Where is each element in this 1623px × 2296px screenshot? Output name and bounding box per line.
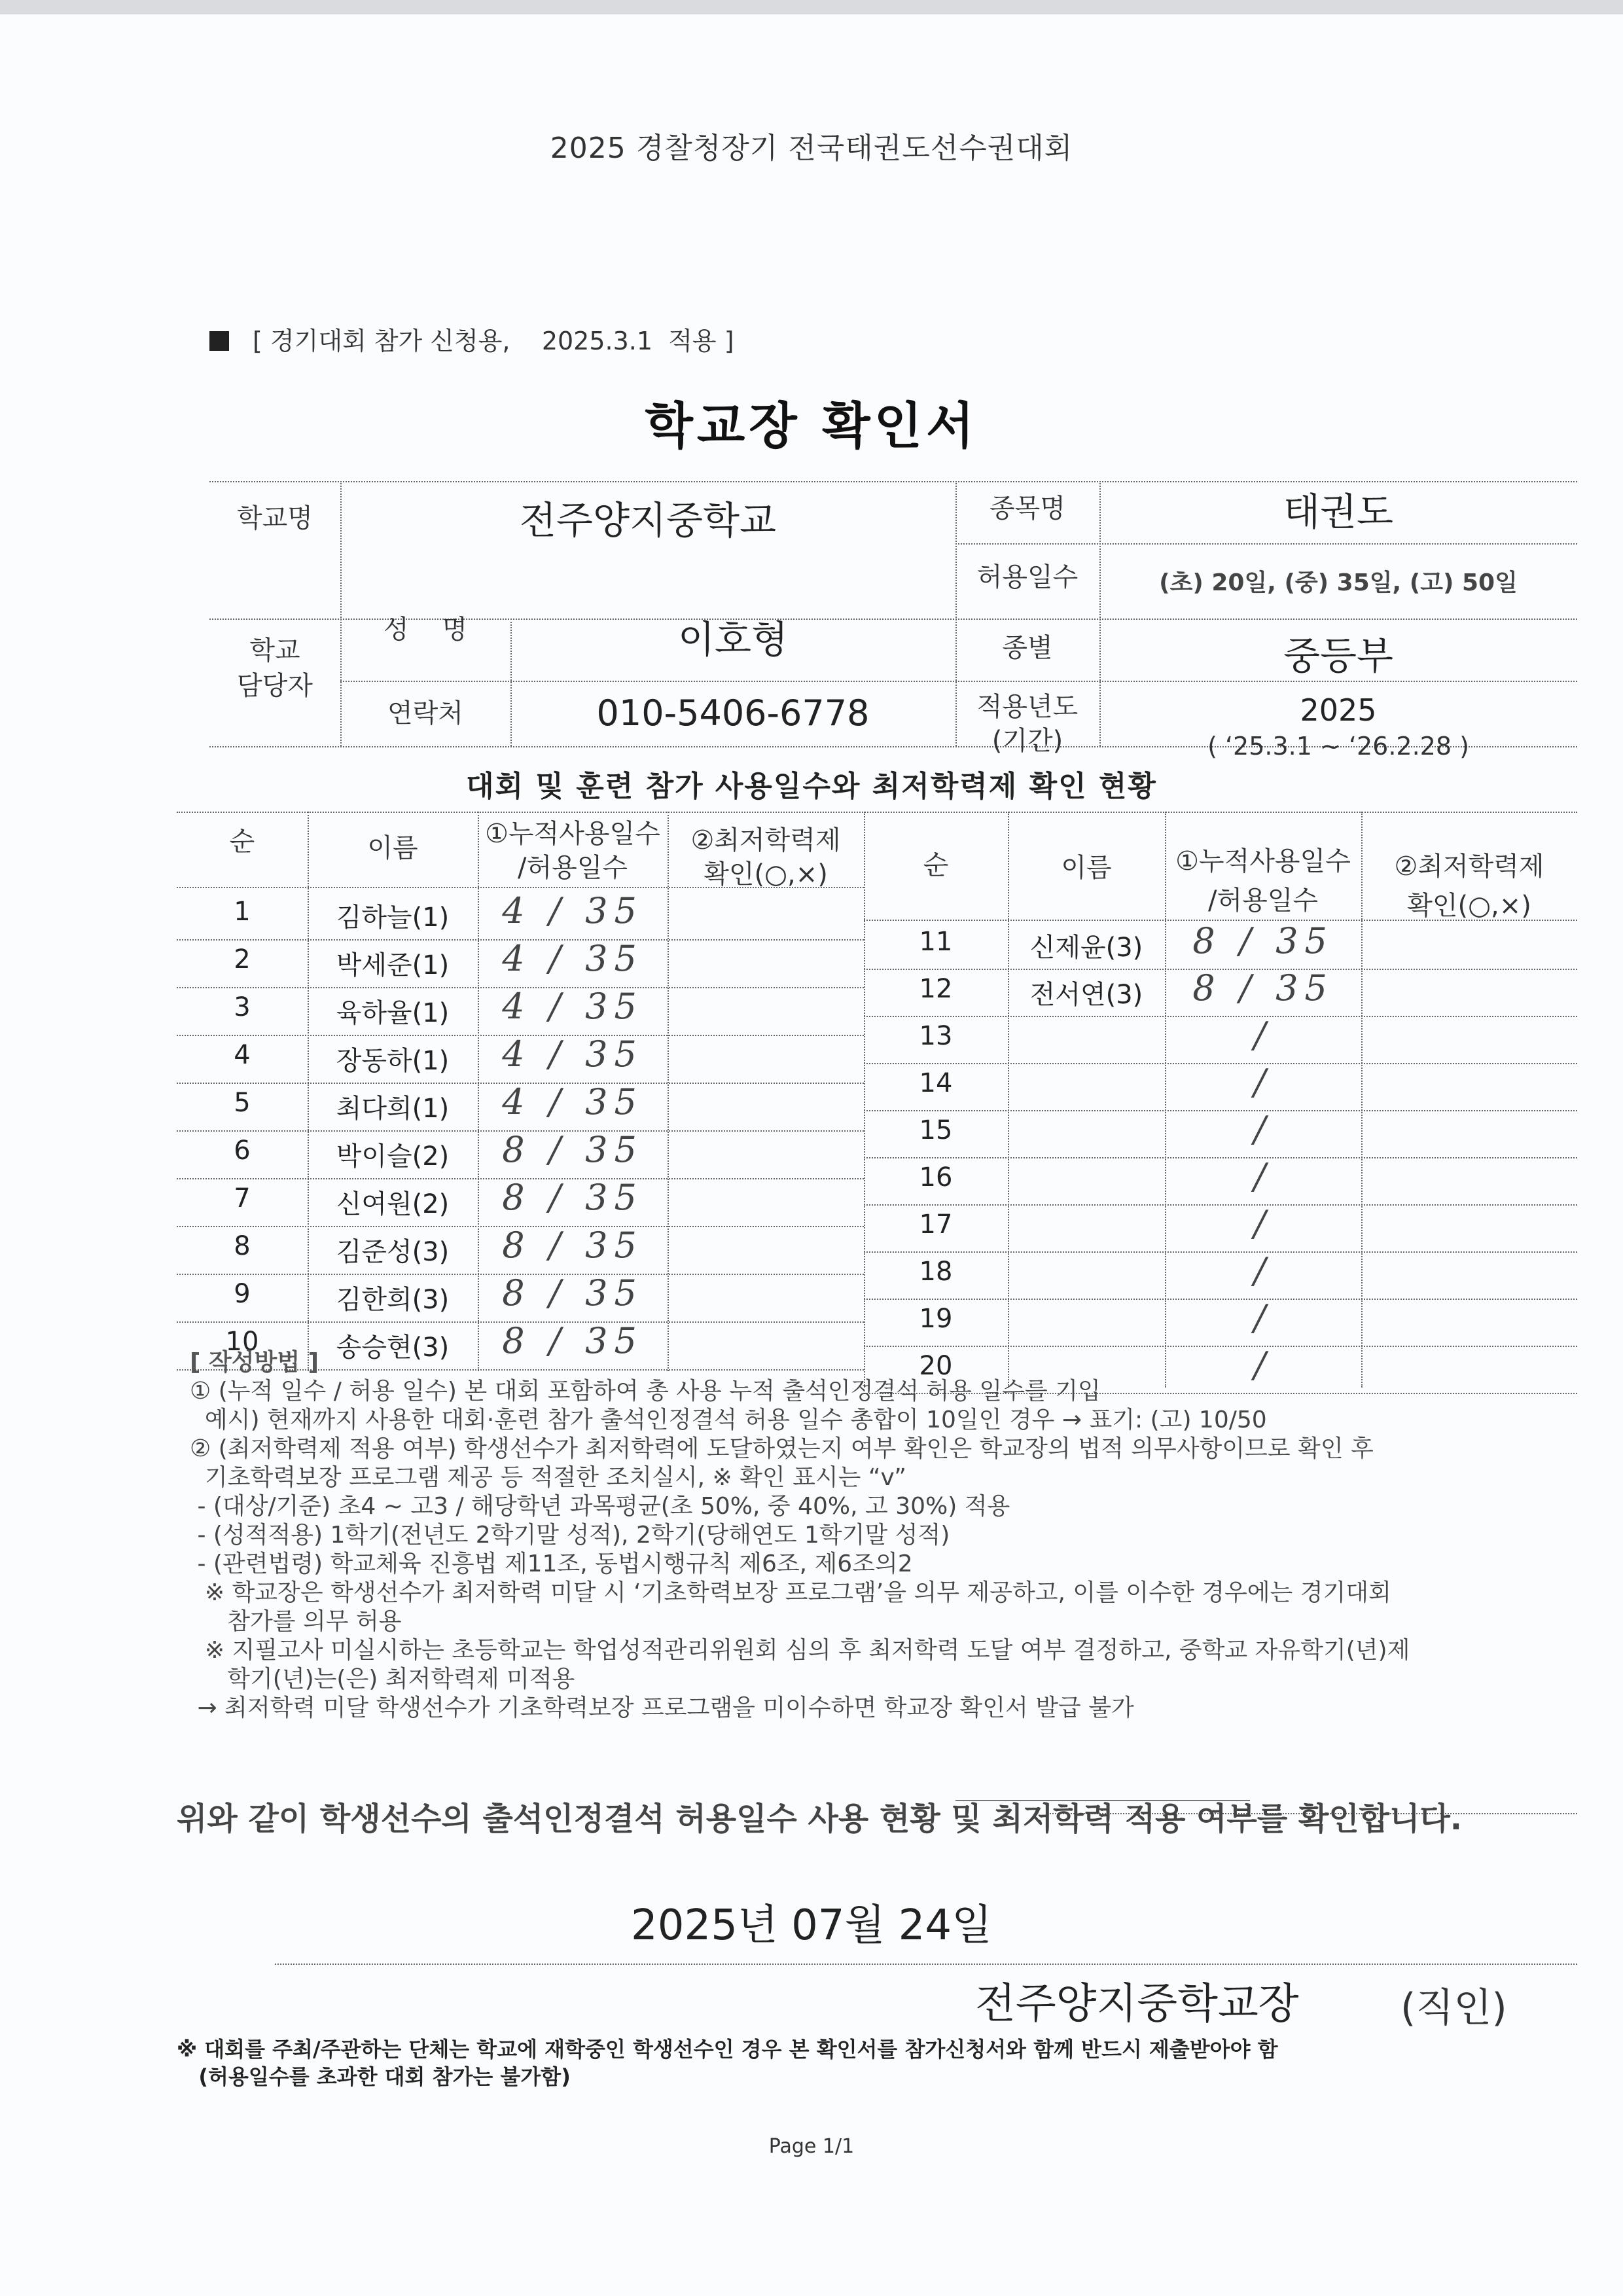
header-usage-left-2: /허용일수	[517, 853, 628, 883]
allowed-days-label: 허용일수	[976, 562, 1079, 592]
handwritten-usage-days: /	[1253, 1014, 1273, 1056]
grid-line	[864, 812, 865, 1388]
handwritten-usage-days: /	[1253, 1156, 1273, 1197]
handwritten-usage-days: /	[1253, 1062, 1273, 1103]
header-usage-right-1: ①누적사용일수	[1175, 846, 1351, 876]
header-usage-right-2: /허용일수	[1207, 886, 1319, 916]
handwritten-usage-days: 8 / 35	[502, 1272, 643, 1314]
row-number: 18	[919, 1257, 953, 1287]
period-value: ( ‘25.3.1 ~ ‘26.2.28 )	[1207, 732, 1469, 761]
student-name: 박이슬(2)	[336, 1141, 450, 1172]
note-line: → 최저학력 미달 학생선수가 기초학력보장 프로그램을 미이수하면 학교장 확인서 발급 불가	[190, 1695, 1134, 1721]
row-number: 12	[919, 974, 953, 1004]
grid-line	[340, 681, 1577, 682]
name-value: 이호형	[677, 617, 789, 662]
row-number: 11	[919, 927, 953, 957]
table-title: 대회 및 훈련 참가 사용일수와 최저학력제 확인 현황	[466, 770, 1157, 803]
header-no-left: 순	[229, 827, 255, 857]
division-value: 중등부	[1283, 634, 1394, 678]
scan-edge	[0, 0, 1623, 14]
note-line: ※ 학교장은 학생선수가 최저학력 미달 시 ‘기초학력보장 프로그램’을 의무 제공하고, 이를 이수한 경우에는 경기대회	[190, 1579, 1391, 1606]
student-name: 최다희(1)	[336, 1094, 450, 1124]
footnote	[177, 2036, 1551, 2090]
handwritten-usage-days: 8 / 35	[1192, 967, 1334, 1009]
confirmation-statement: 위와 같이 학생선수의 출석인정결석 허용일수 사용 현황 및 최저학력 적용 여부를 확인합니다.	[177, 1801, 1463, 1837]
separator	[275, 1964, 1577, 1965]
handwritten-usage-days: /	[1253, 1250, 1273, 1291]
row-number: 20	[919, 1351, 953, 1381]
school-value: 전주양지중학교	[519, 498, 777, 543]
handwritten-usage-days: 8 / 35	[1192, 920, 1334, 961]
school-label: 학교명	[237, 503, 313, 533]
row-number: 4	[234, 1040, 251, 1070]
header-check-right-1: ②최저학력제	[1394, 852, 1544, 882]
handwritten-usage-days: /	[1253, 1203, 1273, 1244]
header-check-left-2: 확인(○,×)	[704, 859, 828, 889]
footnote-line: (허용일수를 초과한 대회 참가는 불가함)	[177, 2064, 571, 2089]
principal-name: 전주양지중학교장	[975, 1980, 1299, 2028]
header-usage-left-1: ①누적사용일수	[485, 819, 660, 849]
subtitle-text: [ 경기대회 참가 신청용, 2025.3.1 적용 ]	[253, 327, 734, 355]
student-name: 전서연(3)	[1029, 980, 1143, 1010]
row-number: 6	[234, 1136, 251, 1166]
note-line: - (관련법령) 학교체육 진흥법 제11조, 동법시행규칙 제6조, 제6조의2	[190, 1551, 913, 1577]
row-number: 16	[919, 1162, 953, 1193]
row-number: 1	[234, 897, 251, 927]
row-number: 19	[919, 1304, 953, 1334]
year-label-2: (기간)	[991, 726, 1063, 756]
manager-label-2: 담당자	[237, 671, 313, 701]
note-line: ② (최저학력제 적용 여부) 학생선수가 최저학력에 도달하였는지 여부 확인은 학교장의 법적 의무사항이므로 확인 후	[190, 1435, 1374, 1462]
official-seal-label: (직인)	[1400, 1985, 1507, 2031]
header-name-right: 이름	[1061, 853, 1112, 883]
handwritten-usage-days: /	[1253, 1297, 1273, 1338]
manager-label-1: 학교	[249, 636, 300, 666]
header-check-right-2: 확인(○,×)	[1407, 891, 1531, 921]
student-name: 신여원(2)	[336, 1189, 450, 1219]
handwritten-usage-days: 8 / 35	[502, 1177, 643, 1218]
row-number: 5	[234, 1088, 251, 1118]
row-number: 2	[234, 944, 251, 975]
division-label: 종별	[1002, 633, 1053, 663]
row-number: 10	[225, 1327, 259, 1357]
note-line: ① (누적 일수 / 허용 일수) 본 대회 포함하여 총 사용 누적 출석인정결석 허용 일수를 기입	[190, 1378, 1101, 1405]
note-line: 참가를 의무 허용	[190, 1608, 402, 1635]
note-line: 예시) 현재까지 사용한 대회·훈련 참가 출석인정결석 허용 일수 총합이 10일인 경우 → 표기: (고) 10/50	[190, 1407, 1267, 1433]
document-title: 학교장 확인서	[645, 397, 978, 455]
handwritten-usage-days: 4 / 35	[502, 890, 643, 931]
student-name: 김준성(3)	[336, 1237, 450, 1267]
grid-line	[1008, 812, 1009, 1388]
note-line: 기초학력보장 프로그램 제공 등 적절한 조치실시, ※ 확인 표시는 “v”	[190, 1464, 906, 1491]
year-label-1: 적용년도	[976, 692, 1079, 722]
student-name: 신제윤(3)	[1029, 933, 1143, 963]
subtitle	[209, 321, 734, 357]
grid-line	[668, 812, 669, 1371]
student-name: 김하늘(1)	[336, 903, 450, 933]
header-name-left: 이름	[367, 833, 418, 863]
grid-line	[955, 543, 1577, 545]
student-name: 박세준(1)	[336, 950, 450, 980]
row-number: 3	[234, 992, 251, 1022]
handwritten-usage-days: 4 / 35	[502, 938, 643, 979]
handwritten-usage-days: 4 / 35	[502, 1081, 643, 1122]
row-number: 15	[919, 1115, 953, 1145]
note-line: - (대상/기준) 초4 ~ 고3 / 해당학년 과목평균(초 50%, 중 40%, 고 30%) 적용	[190, 1493, 1010, 1520]
row-number: 7	[234, 1183, 251, 1213]
row-number: 9	[234, 1279, 251, 1309]
contact-label: 연락처	[387, 698, 463, 728]
year-value: 2025	[1300, 692, 1377, 728]
issue-date: 2025년 07월 24일	[631, 1901, 992, 1950]
handwritten-usage-days: /	[1253, 1344, 1273, 1386]
row-number: 8	[234, 1231, 251, 1261]
event-title: 2025 경찰청장기 전국태권도선수권대회	[550, 132, 1073, 165]
student-name: 송승현(3)	[336, 1333, 450, 1363]
row-number: 13	[919, 1021, 953, 1051]
grid-line	[177, 812, 1577, 813]
note-line: 학기(년)는(은) 최저학력제 미적용	[190, 1666, 575, 1693]
row-number: 17	[919, 1210, 953, 1240]
sport-label: 종목명	[990, 493, 1065, 524]
square-bullet-icon	[209, 331, 229, 351]
page-number: Page 1/1	[768, 2135, 855, 2158]
header-no-right: 순	[923, 850, 949, 880]
instructions-heading: [ 작성방법 ]	[190, 1349, 319, 1376]
handwritten-usage-days: 4 / 35	[502, 1033, 643, 1075]
note-line: ※ 지필고사 미실시하는 초등학교는 학업성적관리위원회 심의 후 최저학력 도달 여부 결정하고, 중학교 자유학기(년)제	[190, 1637, 1410, 1664]
allowed-days-value: (초) 20일, (중) 35일, (고) 50일	[1159, 569, 1518, 596]
name-label: 성 명	[383, 615, 468, 645]
sport-value: 태권도	[1283, 490, 1394, 534]
instructions	[190, 1348, 1544, 1723]
handwritten-usage-days: 4 / 35	[502, 986, 643, 1027]
note-line: - (성적적용) 1학기(전년도 2학기말 성적), 2학기(당해연도 1학기말 성적)	[190, 1522, 950, 1549]
header-check-left-1: ②최저학력제	[690, 825, 841, 855]
handwritten-usage-days: 8 / 35	[502, 1225, 643, 1266]
contact-value: 010-5406-6778	[596, 692, 870, 734]
student-name: 장동하(1)	[336, 1046, 450, 1076]
handwritten-usage-days: 8 / 35	[502, 1129, 643, 1170]
student-name: 육하율(1)	[336, 998, 450, 1028]
row-number: 14	[919, 1068, 953, 1098]
student-name: 김한희(3)	[336, 1285, 450, 1315]
footnote-line: ※ 대회를 주최/주관하는 단체는 학교에 재학중인 학생선수인 경우 본 확인서를 참가신청서와 함께 반드시 제출받아야 함	[177, 2037, 1278, 2062]
handwritten-usage-days: 8 / 35	[502, 1320, 643, 1361]
handwritten-usage-days: /	[1253, 1109, 1273, 1150]
